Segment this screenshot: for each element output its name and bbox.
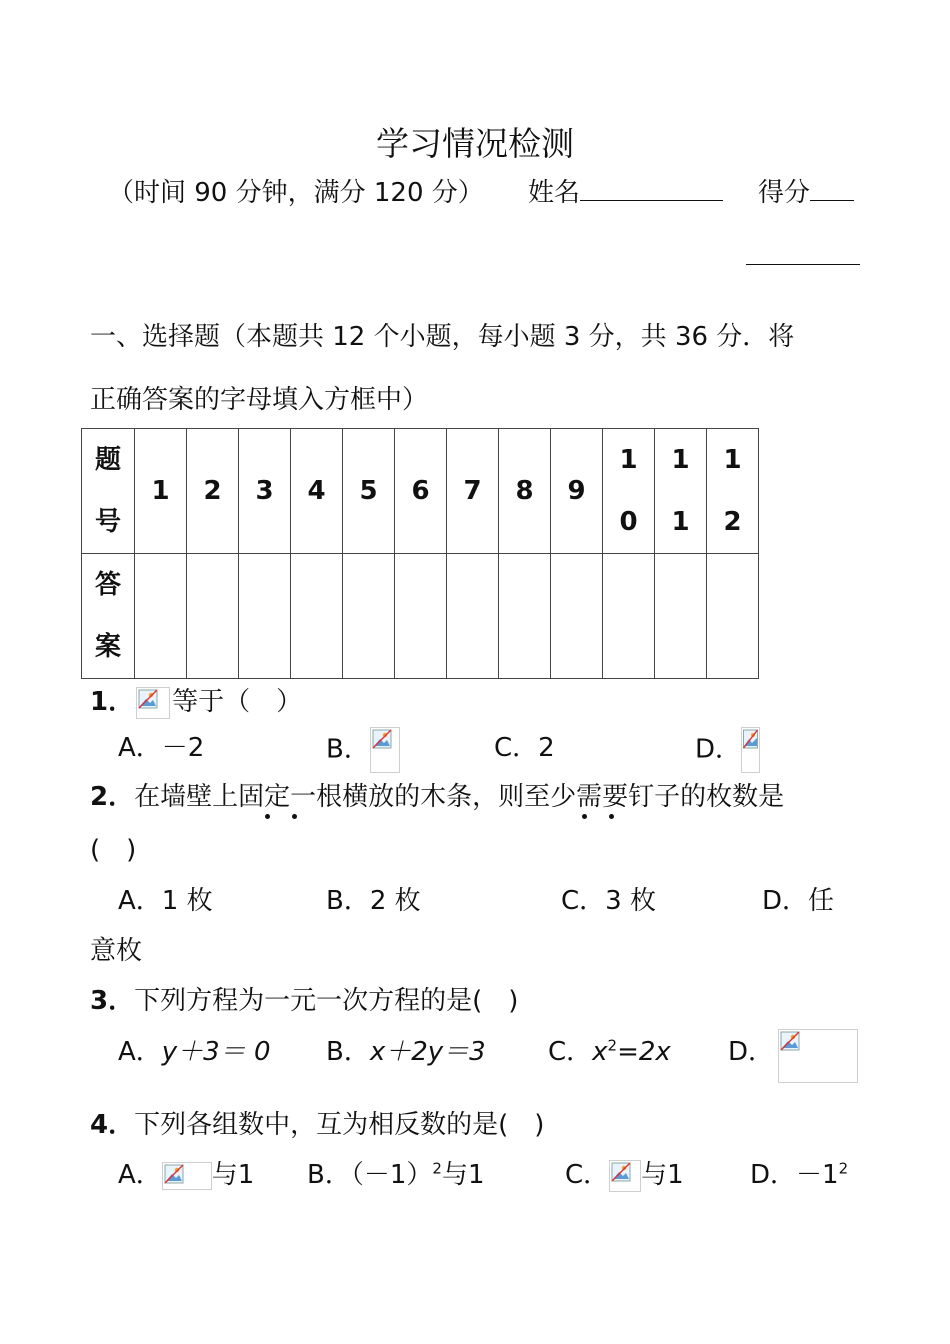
answer-cell[interactable] xyxy=(499,554,551,679)
name-label: 姓名 xyxy=(528,178,581,208)
number-cell: 9 xyxy=(551,429,603,554)
q3-option-b-expr: x＋2y＝3 xyxy=(369,1037,486,1067)
question-1-stem xyxy=(90,681,302,719)
answer-cell[interactable] xyxy=(135,554,187,679)
number-cell: 7 xyxy=(447,429,499,554)
broken-image-icon xyxy=(778,1029,858,1083)
emphasis-dot xyxy=(265,814,270,819)
q1-option-a: A．－2 xyxy=(118,733,205,763)
answer-cell[interactable] xyxy=(551,554,603,679)
number-cell: 1 1 xyxy=(655,429,707,554)
q2-option-a: A．1 枚 xyxy=(118,886,213,916)
page-title: 学习情况检测 xyxy=(376,124,574,163)
answer-cell[interactable] xyxy=(187,554,239,679)
score-field xyxy=(758,172,854,209)
section1-heading-line2: 正确答案的字母填入方框中） xyxy=(90,385,429,415)
number-cell: 4 xyxy=(291,429,343,554)
q4-option-b: B．$(-1)^2$与1 xyxy=(307,1159,485,1190)
question-1-text: 等于（ ） xyxy=(172,687,303,717)
time-note: （时间 90 分钟，满分 120 分） xyxy=(108,178,484,208)
number-cell: 8 xyxy=(499,429,551,554)
question-number: 2． xyxy=(90,782,135,812)
header-cell-answer: 答 案 xyxy=(82,554,135,679)
number-cell: 1 0 xyxy=(603,429,655,554)
question-2-text: 在墙壁上固定一根横放的木条，则至少需要钉子的枚数是 xyxy=(134,782,785,812)
emphasis-dot xyxy=(292,814,297,819)
question-3-stem xyxy=(90,980,518,1017)
number-cell: 2 xyxy=(187,429,239,554)
answer-cell[interactable] xyxy=(707,554,759,679)
question-number: 4． xyxy=(90,1110,135,1140)
table-row-numbers xyxy=(82,429,759,554)
q1-option-b: B． xyxy=(326,727,400,773)
header-cell-number: 题 号 xyxy=(82,429,135,554)
answer-cell[interactable] xyxy=(395,554,447,679)
name-field xyxy=(528,172,723,209)
q4-option-c: C． 与1 xyxy=(565,1160,684,1190)
q2-option-c: C．3 枚 xyxy=(561,886,656,916)
question-number: 1． xyxy=(90,687,135,717)
broken-image-icon xyxy=(741,727,760,773)
section1-heading-line1: 一、选择题（本题共 12 个小题，每小题 3 分，共 36 分．将 xyxy=(90,322,795,352)
question-2-stem xyxy=(90,776,784,813)
q3-option-a: A．y＋3＝ 0 xyxy=(118,1037,271,1067)
emphasis-dot xyxy=(582,814,587,819)
broken-image-icon xyxy=(370,727,400,773)
q4-option-a: A． 与1 xyxy=(118,1160,255,1190)
table-row-answers xyxy=(82,554,759,679)
broken-image-icon xyxy=(609,1160,641,1192)
q3-option-a-expr: y＋3＝ 0 xyxy=(161,1037,271,1067)
q2-option-b: B．2 枚 xyxy=(326,886,421,916)
answer-cell[interactable] xyxy=(655,554,707,679)
q3-option-c: C．$x^2=2x$ xyxy=(548,1036,671,1067)
number-cell: 5 xyxy=(343,429,395,554)
question-4-text: 下列各组数中，互为相反数的是( ) xyxy=(134,1110,545,1140)
q2-option-d-cont: 意枚 xyxy=(90,936,143,966)
question-3-text: 下列方程为一元一次方程的是( ) xyxy=(134,986,519,1016)
score-label: 得分 xyxy=(758,178,811,208)
answer-cell[interactable] xyxy=(343,554,395,679)
answer-cell[interactable] xyxy=(447,554,499,679)
q1-option-c: C．2 xyxy=(494,733,555,763)
question-2-paren: ( ) xyxy=(90,835,137,865)
answer-cell[interactable] xyxy=(603,554,655,679)
number-cell: 6 xyxy=(395,429,447,554)
q1-option-d: D． xyxy=(695,727,760,773)
broken-image-icon xyxy=(136,687,170,719)
number-cell: 3 xyxy=(239,429,291,554)
answer-cell[interactable] xyxy=(239,554,291,679)
answer-table xyxy=(81,428,759,679)
number-cell: 1 xyxy=(135,429,187,554)
emphasis-dot xyxy=(609,814,614,819)
q3-option-d: D． xyxy=(728,1037,775,1067)
q3-option-b: B．x＋2y＝3 xyxy=(326,1037,486,1067)
question-4-stem xyxy=(90,1104,544,1141)
answer-cell[interactable] xyxy=(291,554,343,679)
name-blank xyxy=(580,174,723,201)
number-cell: 1 2 xyxy=(707,429,759,554)
score-blank xyxy=(810,174,854,201)
score-blank-continued xyxy=(746,264,860,265)
question-number: 3． xyxy=(90,986,135,1016)
broken-image-icon xyxy=(162,1162,212,1190)
q4-option-d: D．$-1^2$ xyxy=(750,1159,849,1190)
q2-option-d: D．任 xyxy=(762,886,835,916)
